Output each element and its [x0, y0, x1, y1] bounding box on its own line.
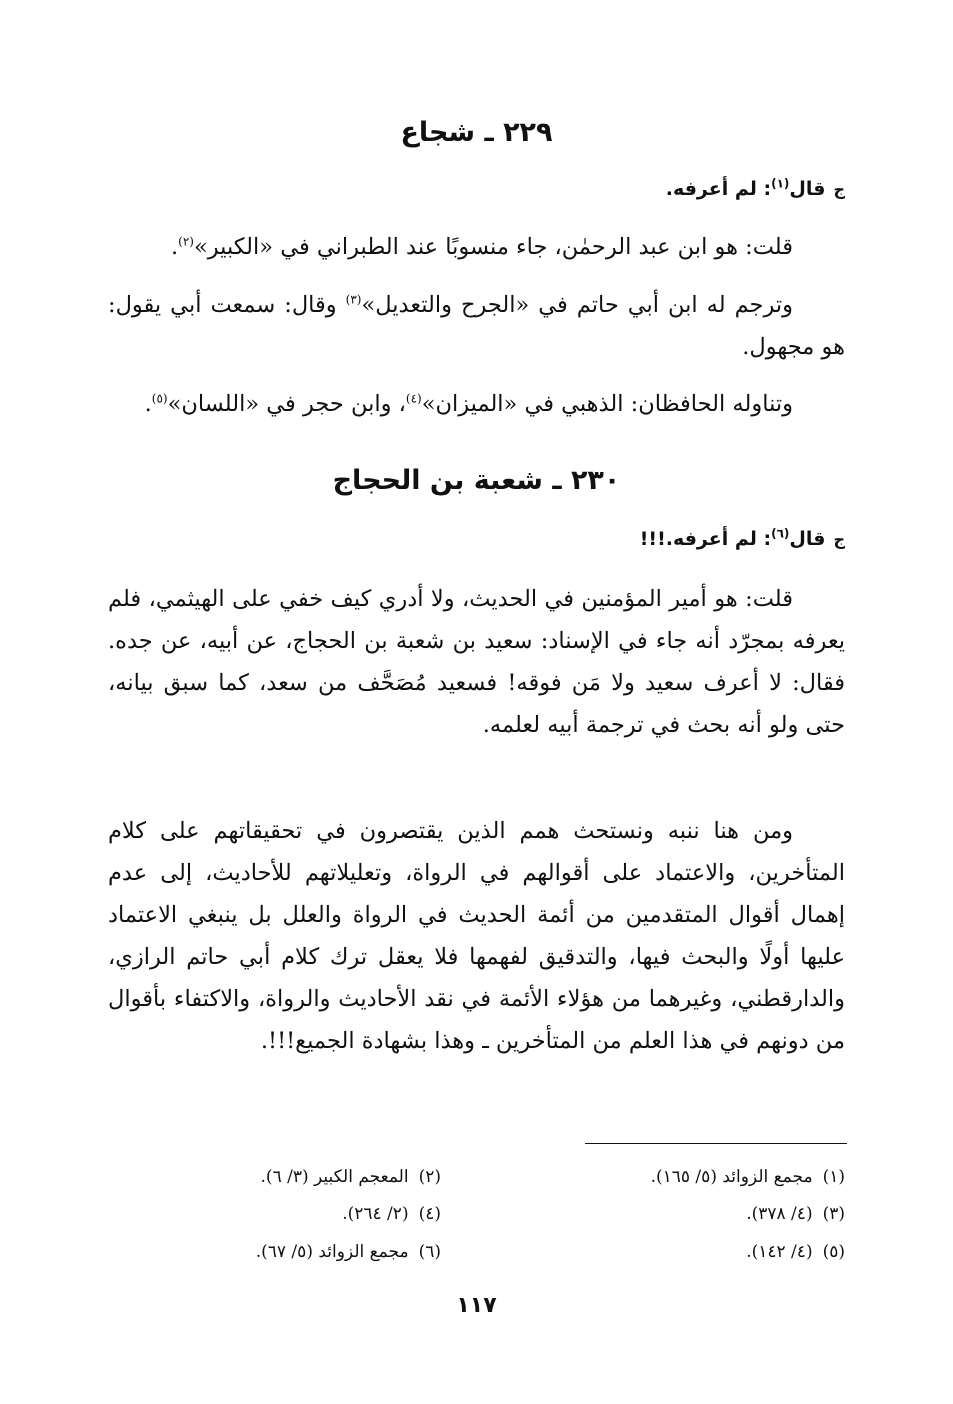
footnote-text: مجمع الزوائد (٥/ ٦٧).: [255, 1242, 409, 1262]
footnote-ref[interactable]: (٢): [178, 234, 194, 249]
footnote-number: (٣): [822, 1204, 845, 1224]
paragraph-end: .: [144, 391, 152, 417]
footnote-divider: [585, 1143, 847, 1144]
said-prefix: قال: [789, 178, 826, 200]
entry-230-title: ٢٣٠ ـ شعبة بن الحجاج: [332, 465, 621, 496]
said-text: : لم أعرفه.!!!: [639, 528, 772, 550]
footnote-row: [100, 1158, 845, 1196]
footnote-number: (٦): [418, 1242, 441, 1262]
footnote-ref[interactable]: (٣): [345, 292, 362, 307]
bullet-icon: ج: [833, 530, 845, 549]
footnote-6: [256, 1233, 441, 1271]
footnote-number: (١): [822, 1167, 845, 1187]
footnote-ref[interactable]: (١): [771, 176, 790, 191]
said-prefix: قال: [789, 528, 826, 550]
footnote-ref[interactable]: (٥): [151, 391, 168, 406]
paragraph-text: وقال: سمعت أبي يقول: هو مجهول.: [108, 292, 845, 360]
footnote-text: (٢/ ٢٦٤).: [342, 1204, 409, 1224]
footnote-row: [100, 1195, 845, 1233]
entry-229-title: ٢٢٩ ـ شجاع: [400, 117, 553, 148]
paragraph-text: وتناوله الحافظان: الذهبي في «الميزان»: [421, 391, 793, 417]
entry-229-said-line: [100, 172, 845, 207]
paragraph-text: ، وابن حجر في «اللسان»: [167, 391, 406, 417]
footnote-1: [651, 1158, 845, 1196]
paragraph-text: ومن هنا ننبه ونستحث همم الذين يقتصرون في تحقيقاتهم على كلام المتأخرين، والاعتماد على أقوالهم في الرواة، وتعليلاتهم للأحاديث، إلى عدم إهمال أقوال المتقدمين من أئمة الحديث في الرواة والعلل بل ينبغي الاعتماد عليها أولًا والبحث فيها، والتدقيق لفهمها فلا يعقل ترك كلام أبي حاتم الرازي، والدارقطني، وغيرهما من هؤلاء الأئمة في نقد الأحاديث والرواة، والاكتفاء بأقوال من دونهم في هذا العلم من المتأخرين ـ وهذا بشهادة الجميع!!!.: [108, 818, 845, 1054]
footnote-ref[interactable]: (٦): [771, 526, 790, 541]
paragraph-end: .: [171, 234, 179, 260]
footnote-2: [261, 1158, 441, 1196]
page-number: ١١٧: [456, 1293, 497, 1318]
entry-230-paragraph-1: [108, 578, 845, 746]
footnote-4: [342, 1195, 441, 1233]
footnote-5: [746, 1233, 845, 1271]
footnote-number: (٢): [418, 1167, 441, 1187]
entry-230-paragraph-2: [108, 810, 845, 1062]
paragraph-text: وترجم له ابن أبي حاتم في «الجرح والتعديل»: [361, 292, 793, 318]
entry-229-paragraph-2: [108, 284, 845, 368]
bullet-icon: ج: [833, 180, 845, 199]
footnote-text: (٤/ ١٤٢).: [746, 1242, 813, 1262]
footnote-ref[interactable]: (٤): [405, 391, 422, 406]
paragraph-text: قلت: هو أمير المؤمنين في الحديث، ولا أدري كيف خفي على الهيثمي، فلم يعرفه بمجرّد أنه جاء في الإسناد: سعيد بن شعبة بن الحجاج، عن أبيه، عن جده. فقال: لا أعرف سعيد ولا مَن فوقه! فسعيد مُصَحَّف من سعد، كما سبق بيانه، حتى ولو أنه بحث في ترجمة أبيه لعلمه.: [108, 586, 845, 738]
footnote-number: (٤): [418, 1204, 441, 1224]
entry-230-said-line: [100, 522, 845, 557]
paragraph-text: قلت: هو ابن عبد الرحمٰن، جاء منسوبًا عند الطبراني في «الكبير»: [193, 234, 793, 260]
footnote-text: مجمع الزوائد (٥/ ١٦٥).: [650, 1167, 813, 1187]
footnote-text: المعجم الكبير (٣/ ٦).: [260, 1167, 409, 1187]
footnote-text: (٤/ ٣٧٨).: [746, 1204, 813, 1224]
entry-229-paragraph-1: [108, 226, 845, 268]
said-text: : لم أعرفه.: [665, 178, 772, 200]
entry-229-paragraph-3: [108, 383, 845, 425]
footnote-row: [100, 1233, 845, 1271]
footnote-number: (٥): [822, 1242, 845, 1262]
footnote-3: [746, 1195, 845, 1233]
